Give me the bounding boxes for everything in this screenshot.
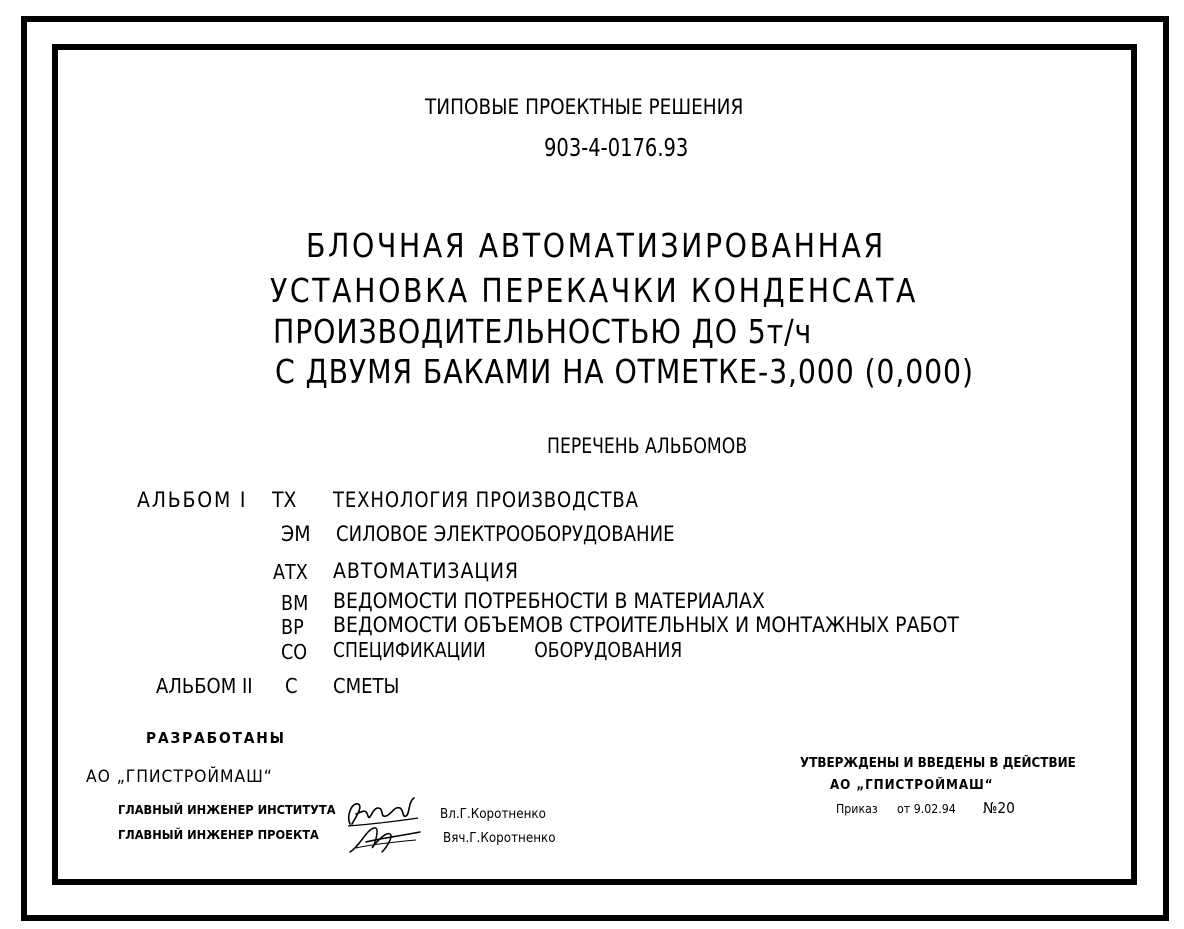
approval-line: УТВЕРЖДЕНЫ И ВВЕДЕНЫ В ДЕЙСТВИЕ	[800, 756, 1076, 771]
section-code-s: С	[285, 674, 298, 698]
signature-project	[346, 822, 426, 856]
order-label: Приказ	[836, 802, 878, 816]
title-line-1: БЛОЧНАЯ АВТОМАТИЗИРОВАННАЯ	[306, 226, 886, 265]
section-name-vm: ВЕДОМОСТИ ПОТРЕБНОСТИ В МАТЕРИАЛАХ	[333, 589, 765, 613]
section-code-so: СО	[281, 640, 308, 664]
developed-label: РАЗРАБОТАНЫ	[146, 729, 286, 747]
title-line-4: С ДВУМЯ БАКАМИ НА ОТМЕТКЕ-3,000 (0,000)	[275, 352, 974, 391]
order-date: от 9.02.94	[897, 802, 956, 816]
approval-org: АО „ГПИСТРОЙМАШ“	[830, 778, 994, 793]
order-number: №20	[983, 799, 1015, 817]
developer-org: АО „ГПИСТРОЙМАШ“	[86, 767, 273, 787]
chief-engineer-project-label: ГЛАВНЫЙ ИНЖЕНЕР ПРОЕКТА	[118, 828, 319, 842]
project-code: 903-4-0176.93	[544, 133, 689, 162]
section-code-em: ЭМ	[281, 522, 311, 546]
section-code-tx: ТХ	[272, 488, 297, 512]
section-name-tx: ТЕХНОЛОГИЯ ПРОИЗВОДСТВА	[333, 488, 639, 512]
section-name-atx: АВТОМАТИЗАЦИЯ	[333, 559, 519, 583]
section-name-s: СМЕТЫ	[333, 674, 400, 698]
chief-engineer-project-name: Вяч.Г.Коротненко	[443, 831, 556, 846]
section-code-vr: ВР	[281, 615, 304, 639]
chief-engineer-institute-label: ГЛАВНЫЙ ИНЖЕНЕР ИНСТИТУТА	[118, 803, 336, 817]
series-label: ТИПОВЫЕ ПРОЕКТНЫЕ РЕШЕНИЯ	[425, 95, 744, 119]
section-code-atx: АТХ	[273, 560, 308, 584]
section-name-vr: ВЕДОМОСТИ ОБЪЕМОВ СТРОИТЕЛЬНЫХ И МОНТАЖНЫХ РАБОТ	[333, 613, 959, 637]
title-line-3: ПРОИЗВОДИТЕЛЬНОСТЬЮ ДО 5т/ч	[273, 312, 813, 351]
chief-engineer-institute-name: Вл.Г.Коротненко	[440, 807, 546, 822]
section-code-vm: ВМ	[281, 591, 309, 615]
album-2-label: АЛЬБОМ II	[156, 674, 253, 698]
title-line-2: УСТАНОВКА ПЕРЕКАЧКИ КОНДЕНСАТА	[270, 271, 918, 310]
album-list-heading: ПЕРЕЧЕНЬ АЛЬБОМОВ	[547, 434, 748, 458]
section-name-so: СПЕЦИФИКАЦИИ ОБОРУДОВАНИЯ	[333, 638, 683, 662]
section-name-em: СИЛОВОЕ ЭЛЕКТРООБОРУДОВАНИЕ	[336, 522, 675, 546]
album-1-label: АЛЬБОМ I	[137, 488, 248, 512]
